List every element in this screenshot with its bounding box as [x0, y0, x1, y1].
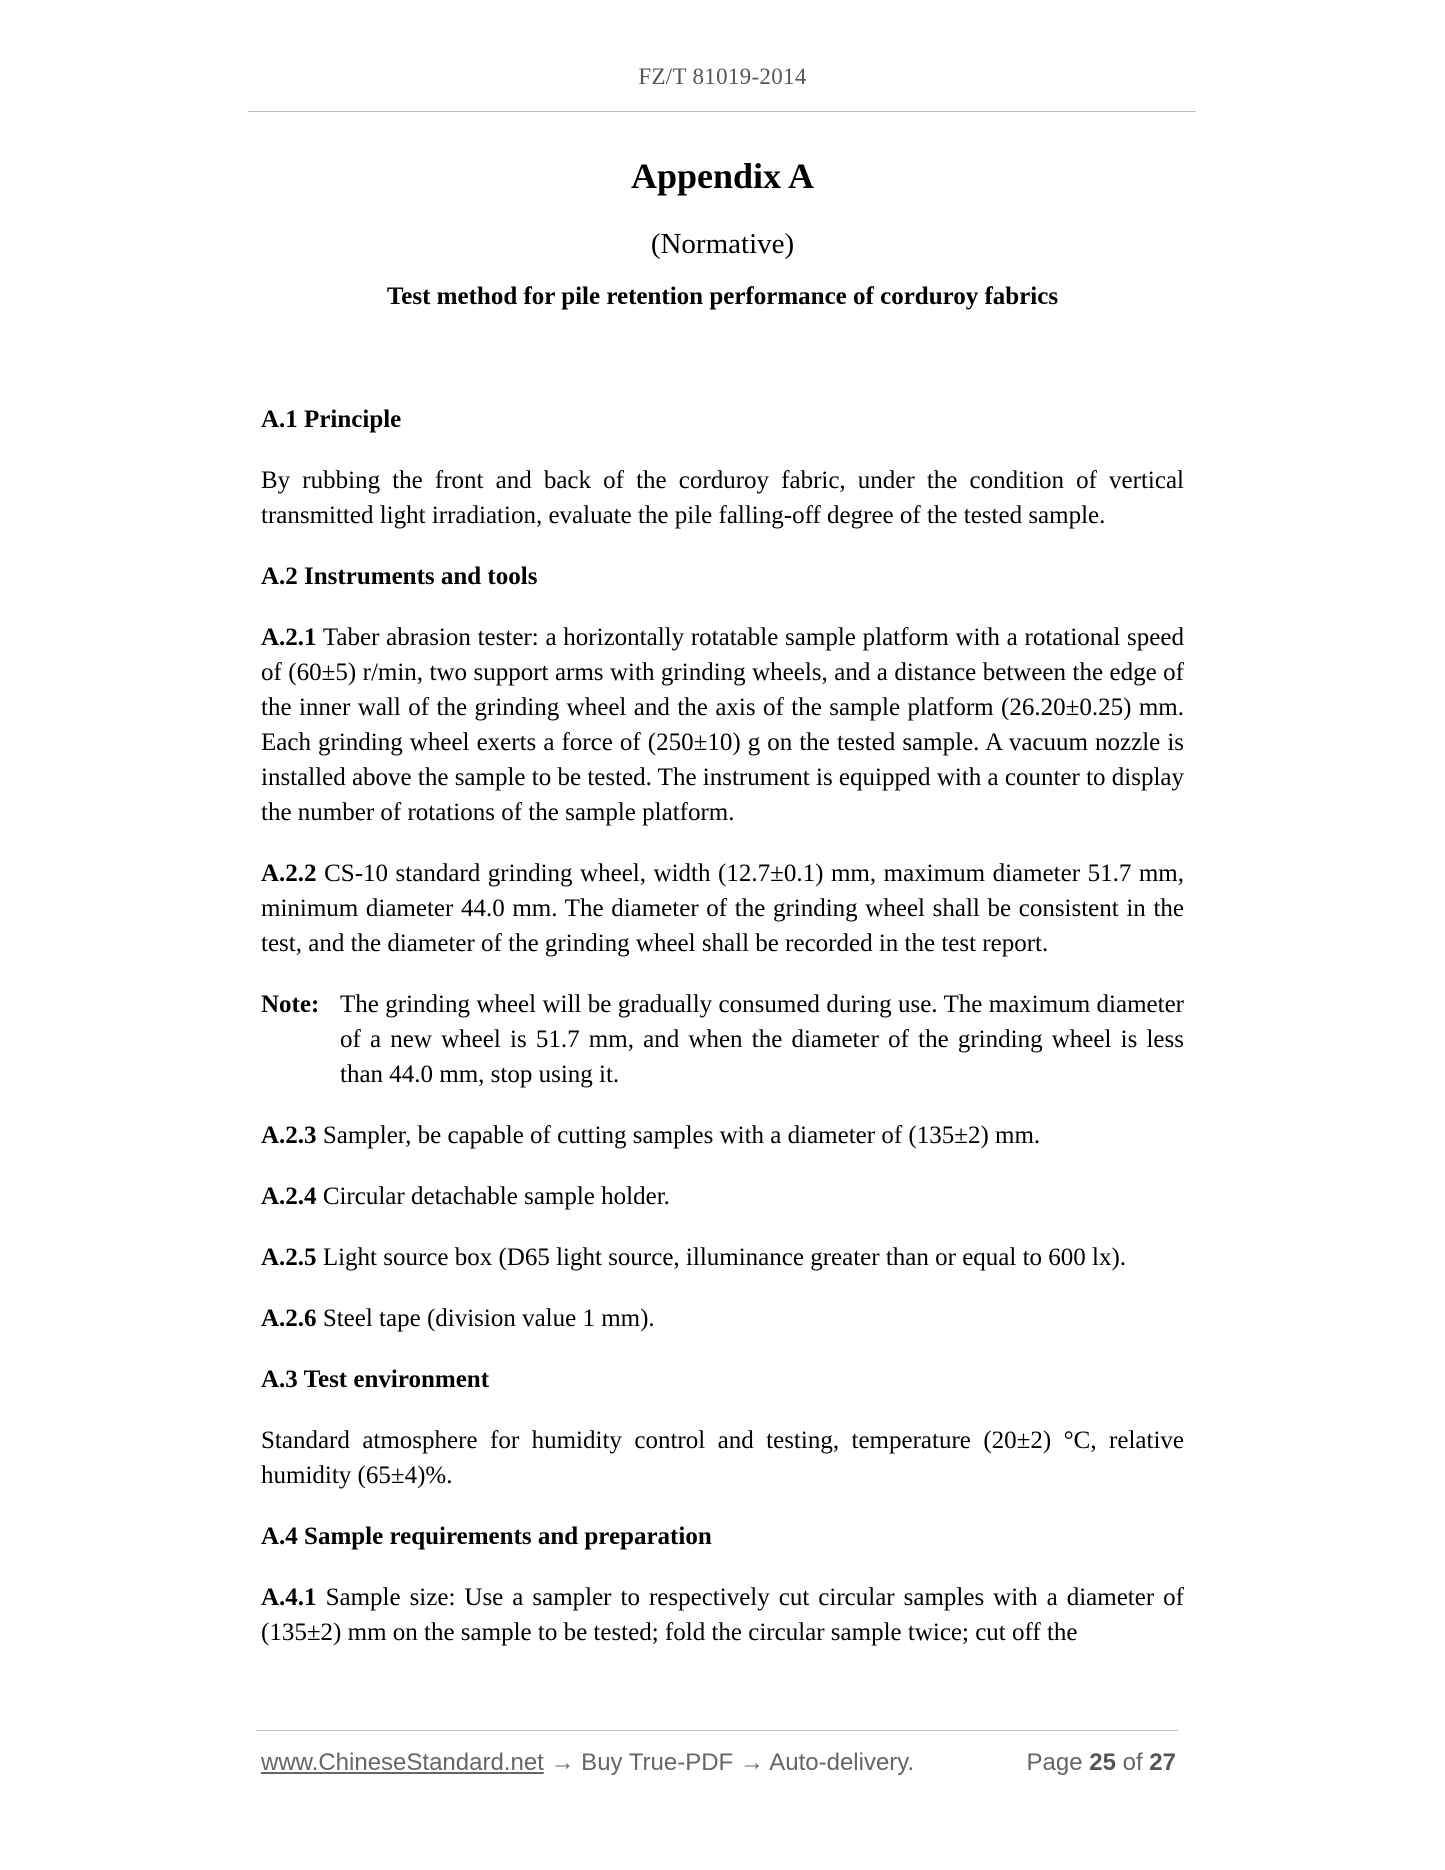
footer-promo — [261, 1749, 914, 1777]
page-footer — [261, 1749, 1176, 1783]
clause-text: Steel tape (division value 1 mm). — [322, 1305, 655, 1332]
section-heading-a3: A.3 Test environment — [261, 1366, 490, 1393]
clause-number: A.2.1 — [261, 624, 317, 651]
current-page: 25 — [1089, 1749, 1116, 1776]
paragraph-a2-4 — [261, 1179, 1184, 1214]
note-text: The grinding wheel will be gradually consumed during use. The maximum diameter of a new wheel is 51.7 mm, and when the diameter of the grinding wheel is less than 44.0 mm, stop using it. — [340, 991, 1184, 1088]
clause-number: A.2.6 — [261, 1305, 317, 1332]
section-heading-a2: A.2 Instruments and tools — [261, 563, 538, 590]
paragraph-a2-6 — [261, 1301, 1184, 1336]
appendix-title: Appendix A — [630, 156, 815, 196]
clause-number: A.2.3 — [261, 1122, 317, 1149]
clause-number: A.2.4 — [261, 1183, 317, 1210]
document-body — [261, 402, 1184, 1676]
page-counter: Page 25 of 27 — [1026, 1749, 1176, 1776]
promo-text: → Buy True-PDF → Auto-delivery. — [543, 1749, 915, 1776]
clause-text: Sample size: Use a sampler to respectively cut circular samples with a diameter of (135±2) mm on the sample to be tested; fold the circular sample twice; cut off the — [261, 1584, 1185, 1646]
header-divider — [248, 111, 1196, 112]
note-label: Note: — [261, 991, 320, 1018]
clause-text: Circular detachable sample holder. — [322, 1183, 670, 1210]
section-heading-a4: A.4 Sample requirements and preparation — [261, 1523, 712, 1550]
note-block — [261, 987, 1184, 1092]
total-pages: 27 — [1149, 1749, 1176, 1776]
paragraph-a1: By rubbing the front and back of the corduroy fabric, under the condition of vertical transmitted light irradiation, evaluate the pile falling-off degree of the tested sample. — [261, 467, 1184, 529]
clause-text: Sampler, be capable of cutting samples with a diameter of (135±2) mm. — [322, 1122, 1041, 1149]
paragraph-a2-5 — [261, 1240, 1184, 1275]
clause-text: CS-10 standard grinding wheel, width (12.7±0.1) mm, maximum diameter 51.7 mm, minimum diameter 44.0 mm. The diameter of the grinding wheel shall be consistent in the test, and the diameter of the grinding wheel shall be recorded in the test report. — [261, 860, 1184, 957]
clause-number: A.2.5 — [261, 1244, 317, 1271]
clause-text: Light source box (D65 light source, illuminance greater than or equal to 600 lx). — [322, 1244, 1127, 1271]
clause-number: A.4.1 — [261, 1584, 317, 1611]
footer-divider — [256, 1730, 1178, 1731]
paragraph-a2-3 — [261, 1118, 1184, 1153]
paragraph-a4-1 — [261, 1580, 1184, 1650]
paragraph-a2-1 — [261, 620, 1184, 830]
appendix-name: Test method for pile retention performance of corduroy fabrics — [386, 283, 1059, 310]
paragraph-a2-2 — [261, 856, 1184, 961]
section-heading-a1: A.1 Principle — [261, 406, 402, 433]
clause-text: Taber abrasion tester: a horizontally rotatable sample platform with a rotational speed of (60±5) r/min, two support arms with grinding wheels, and a distance between the edge of the inner wall of the grinding wheel and the axis of the sample platform (26.20±0.25) mm. Each grinding wheel exerts a force of (250±10) g on the tested sample. A vacuum nozzle is installed above the sample to be tested. The instrument is equipped with a counter to display the number of rotations of the sample platform. — [261, 624, 1184, 826]
paragraph-a3: Standard atmosphere for humidity control and testing, temperature (20±2) °C, relative humidity (65±4)%. — [261, 1427, 1184, 1489]
document-id-header: FZ/T 81019-2014 — [638, 64, 807, 89]
clause-number: A.2.2 — [261, 860, 317, 887]
appendix-subtitle: (Normative) — [650, 228, 795, 260]
site-link[interactable]: www.ChineseStandard.net — [261, 1749, 544, 1776]
